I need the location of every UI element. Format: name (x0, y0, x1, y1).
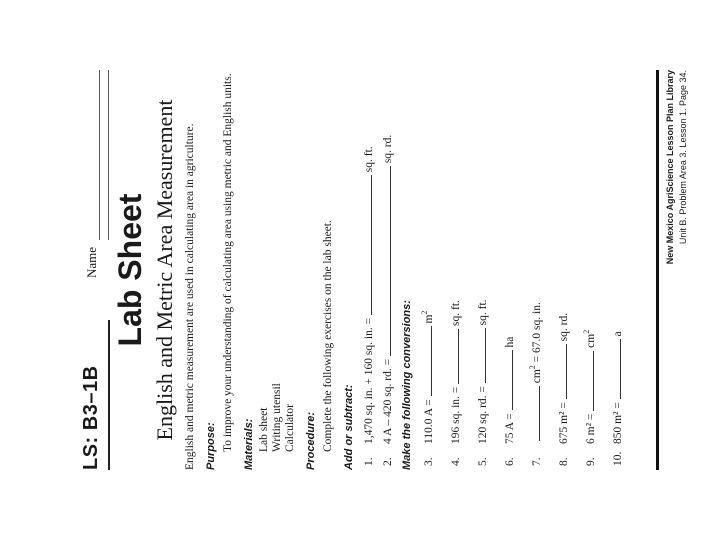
exercise-row (379, 135, 394, 466)
conversions-heading: Make the following conversions: (401, 300, 413, 470)
name-field-line (99, 70, 100, 240)
answer-blank[interactable] (609, 339, 621, 399)
material-item: Calculator (284, 404, 296, 452)
procedure-heading: Procedure: (305, 411, 317, 470)
exercise-unit: a (612, 331, 624, 337)
name-label: Name (84, 246, 99, 278)
procedure-text: Complete the following exercises on the lab sheet. (322, 220, 334, 452)
exercise-row (609, 331, 624, 466)
exercise-text: 110.0 A = (423, 399, 435, 444)
exercise-row (447, 300, 462, 466)
exercise-unit: m (423, 314, 435, 324)
header-divider-right (108, 70, 109, 240)
exercise-unit: sq. ft. (363, 146, 375, 173)
exercise-text: 675 m² = (558, 402, 570, 444)
page-subtitle: English and Metric Area Measurement (152, 99, 177, 441)
answer-blank[interactable] (528, 386, 540, 441)
purpose-heading: Purpose: (205, 422, 217, 470)
exercise-text: = 67.0 sq. in. (531, 302, 543, 363)
exercise-text: 120 sq. rd. = (477, 386, 489, 444)
add-subtract-heading: Add or subtract: (343, 384, 355, 470)
purpose-text: To improve your understanding of calculating area using metric and English units. (222, 73, 234, 452)
footer-library: New Mexico AgriScience Lesson Plan Library (665, 70, 675, 265)
footer-page-ref: Unit B. Problem Area 3. Lesson 1. Page 34. (678, 70, 688, 245)
exercise-row (474, 299, 489, 466)
unit-exponent: 2 (420, 310, 430, 315)
unit-exponent: 2 (582, 329, 592, 334)
exercise-text: 4 A – 420 sq. rd. = (382, 358, 394, 444)
answer-blank[interactable] (474, 328, 486, 383)
exercise-row (420, 311, 435, 466)
answer-blank[interactable] (555, 344, 567, 399)
exercise-number: 1. (363, 457, 375, 466)
exercise-row (360, 146, 375, 466)
answer-blank[interactable] (447, 329, 459, 384)
materials-heading: Materials: (243, 418, 255, 470)
answer-blank[interactable] (582, 351, 594, 411)
answer-blank[interactable] (501, 350, 513, 410)
exercise-number: 6. (504, 457, 516, 466)
exercise-unit: sq. ft. (450, 300, 462, 326)
exercise-number: 2. (382, 457, 394, 466)
exercise-text: 1,470 sq. in. + 160 sq. in. = (363, 317, 375, 444)
exercise-number: 3. (423, 457, 435, 466)
lesson-code: LS: B3–1B (80, 365, 102, 470)
exercise-unit: sq. ft. (477, 299, 489, 326)
exercise-text: 6 m² = (585, 413, 597, 444)
intro-text: English and metric measurement are used in calculating area in agriculture. (184, 123, 196, 470)
exercise-unit: ha (504, 336, 516, 348)
material-item: Lab sheet (258, 407, 270, 452)
exercise-number: 5. (477, 457, 489, 466)
exercise-unit: sq. rd. (558, 312, 570, 342)
answer-blank[interactable] (420, 326, 432, 396)
exercise-row (501, 337, 516, 466)
exercise-unit: cm (531, 369, 543, 384)
exercise-number: 10. (612, 451, 624, 466)
exercise-number: 8. (558, 457, 570, 466)
footer-divider (656, 70, 659, 470)
exercise-row (582, 330, 597, 466)
exercise-unit: sq. rd. (382, 134, 394, 164)
exercise-row (555, 313, 570, 466)
exercise-number: 9. (585, 457, 597, 466)
exercise-row (528, 302, 543, 466)
answer-blank[interactable] (379, 166, 391, 356)
exercise-number: 7. (531, 457, 543, 466)
page-title: Lab Sheet (112, 193, 148, 347)
header-divider-left (108, 320, 110, 470)
answer-blank[interactable] (360, 175, 372, 315)
exercise-text: 196 sq. in. = (450, 386, 462, 444)
exercise-text: 850 m² = (612, 402, 624, 444)
material-item: Writing utensil (271, 383, 283, 452)
unit-exponent: 2 (528, 365, 538, 370)
exercise-number: 4. (450, 457, 462, 466)
exercise-unit: cm (585, 333, 597, 348)
exercise-text: 75 A = (504, 413, 516, 444)
